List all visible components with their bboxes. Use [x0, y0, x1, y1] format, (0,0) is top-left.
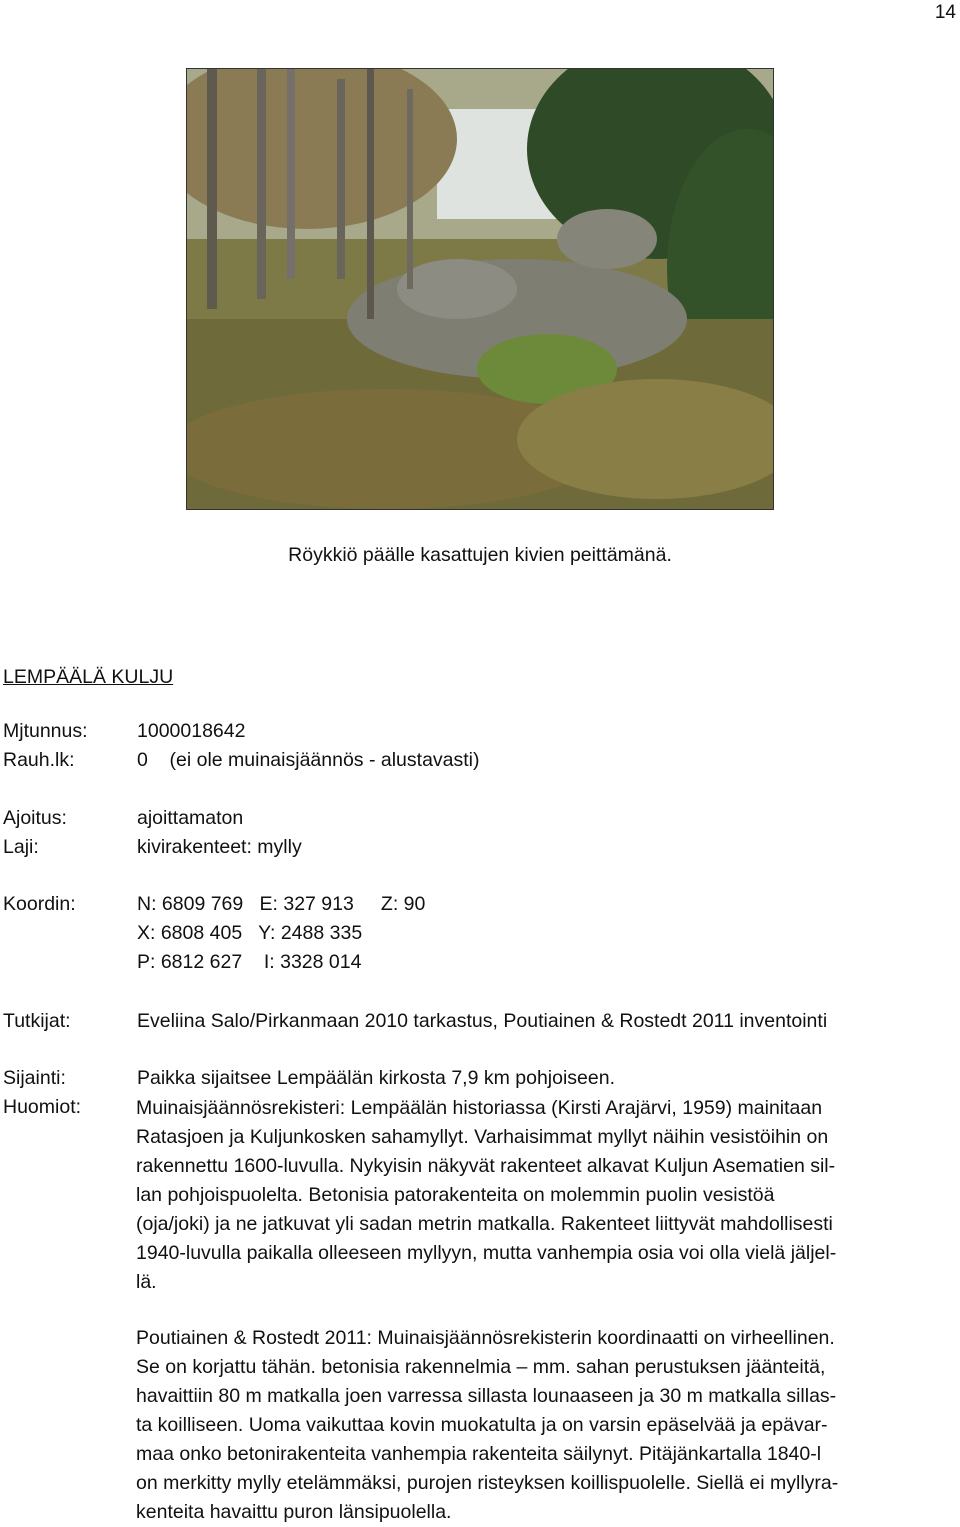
huomiot-line: 1940-luvulla paikalla olleeseen myllyyn, mutta vanhempia osia voi olla vielä jäljel- — [136, 1242, 837, 1264]
ajoitus-label: Ajoitus: — [3, 807, 67, 829]
inventory-line: Poutiainen & Rostedt 2011: Muinaisjäännösrekisterin koordinaatti on virheellinen. — [136, 1327, 835, 1349]
site-title: LEMPÄÄLÄ KULJU — [3, 666, 174, 688]
laji-value: kivirakenteet: mylly — [137, 836, 302, 858]
huomiot-line: lä. — [136, 1271, 157, 1293]
koordin-line-2: X: 6808 405 Y: 2488 335 — [137, 922, 363, 944]
huomiot-line: Ratasjoen ja Kuljunkosken sahamyllyt. Varhaisimmat myllyt näihin vesistöihin on — [136, 1126, 829, 1148]
page-number: 14 — [934, 2, 956, 23]
inventory-paragraph — [136, 1324, 954, 1527]
koordin-line-1: N: 6809 769 E: 327 913 Z: 90 — [137, 893, 426, 915]
laji-label: Laji: — [3, 836, 39, 858]
photo-caption: Röykkiö päälle kasattujen kivien peittämänä. — [288, 544, 672, 566]
sijainti-value: Paikka sijaitsee Lempäälän kirkosta 7,9 km pohjoiseen. — [137, 1067, 616, 1089]
inventory-line: ta koilliseen. Uoma vaikuttaa kovin muokatulta ja on varsin epäselvää ja epävar- — [136, 1414, 828, 1436]
mjtunnus-label: Mjtunnus: — [3, 720, 88, 742]
inventory-line: maa onko betonirakenteita vanhempia rakenteita säilynyt. Pitäjänkartalla 1840-l — [136, 1443, 822, 1465]
rauhlk-value: 0 (ei ole muinaisjäännös - alustavasti) — [137, 749, 480, 771]
tutkijat-label: Tutkijat: — [3, 1010, 71, 1032]
huomiot-paragraph — [136, 1094, 954, 1297]
huomiot-line: (oja/joki) ja ne jatkuvat yli sadan metrin matkalla. Rakenteet liittyvät mahdollisesti — [136, 1213, 833, 1235]
site-photo — [186, 68, 774, 510]
koordin-label: Koordin: — [3, 893, 76, 915]
huomiot-line: lan pohjoispuolelta. Betonisia patorakenteita on molemmin puolin vesistöä — [136, 1184, 775, 1206]
inventory-line: kenteita havaittu puron länsipuolella. — [136, 1501, 452, 1523]
huomiot-line: rakennettu 1600-luvulla. Nykyisin näkyvät rakenteet alkavat Kuljun Asematien sil- — [136, 1155, 836, 1177]
ajoitus-value: ajoittamaton — [137, 807, 244, 829]
koordin-line-3: P: 6812 627 I: 3328 014 — [137, 951, 362, 973]
inventory-line: on merkitty mylly etelämmäksi, purojen risteyksen koillispuolelle. Siellä ei myllyra- — [136, 1472, 839, 1494]
tutkijat-value: Eveliina Salo/Pirkanmaan 2010 tarkastus, Poutiainen & Rostedt 2011 inventointi — [137, 1010, 828, 1032]
huomiot-label: Huomiot: — [3, 1096, 82, 1118]
inventory-line: havaittiin 80 m matkalla joen varressa sillasta lounaaseen ja 30 m matkalla sillas- — [136, 1385, 837, 1407]
inventory-line: Se on korjattu tähän. betonisia rakennelmia – mm. sahan perustuksen jäänteitä, — [136, 1356, 826, 1378]
mjtunnus-value: 1000018642 — [137, 720, 246, 742]
rauhlk-label: Rauh.lk: — [3, 749, 75, 771]
sijainti-label: Sijainti: — [3, 1067, 66, 1089]
huomiot-line: Muinaisjäännösrekisteri: Lempäälän historiassa (Kirsti Arajärvi, 1959) mainitaan — [136, 1097, 823, 1119]
